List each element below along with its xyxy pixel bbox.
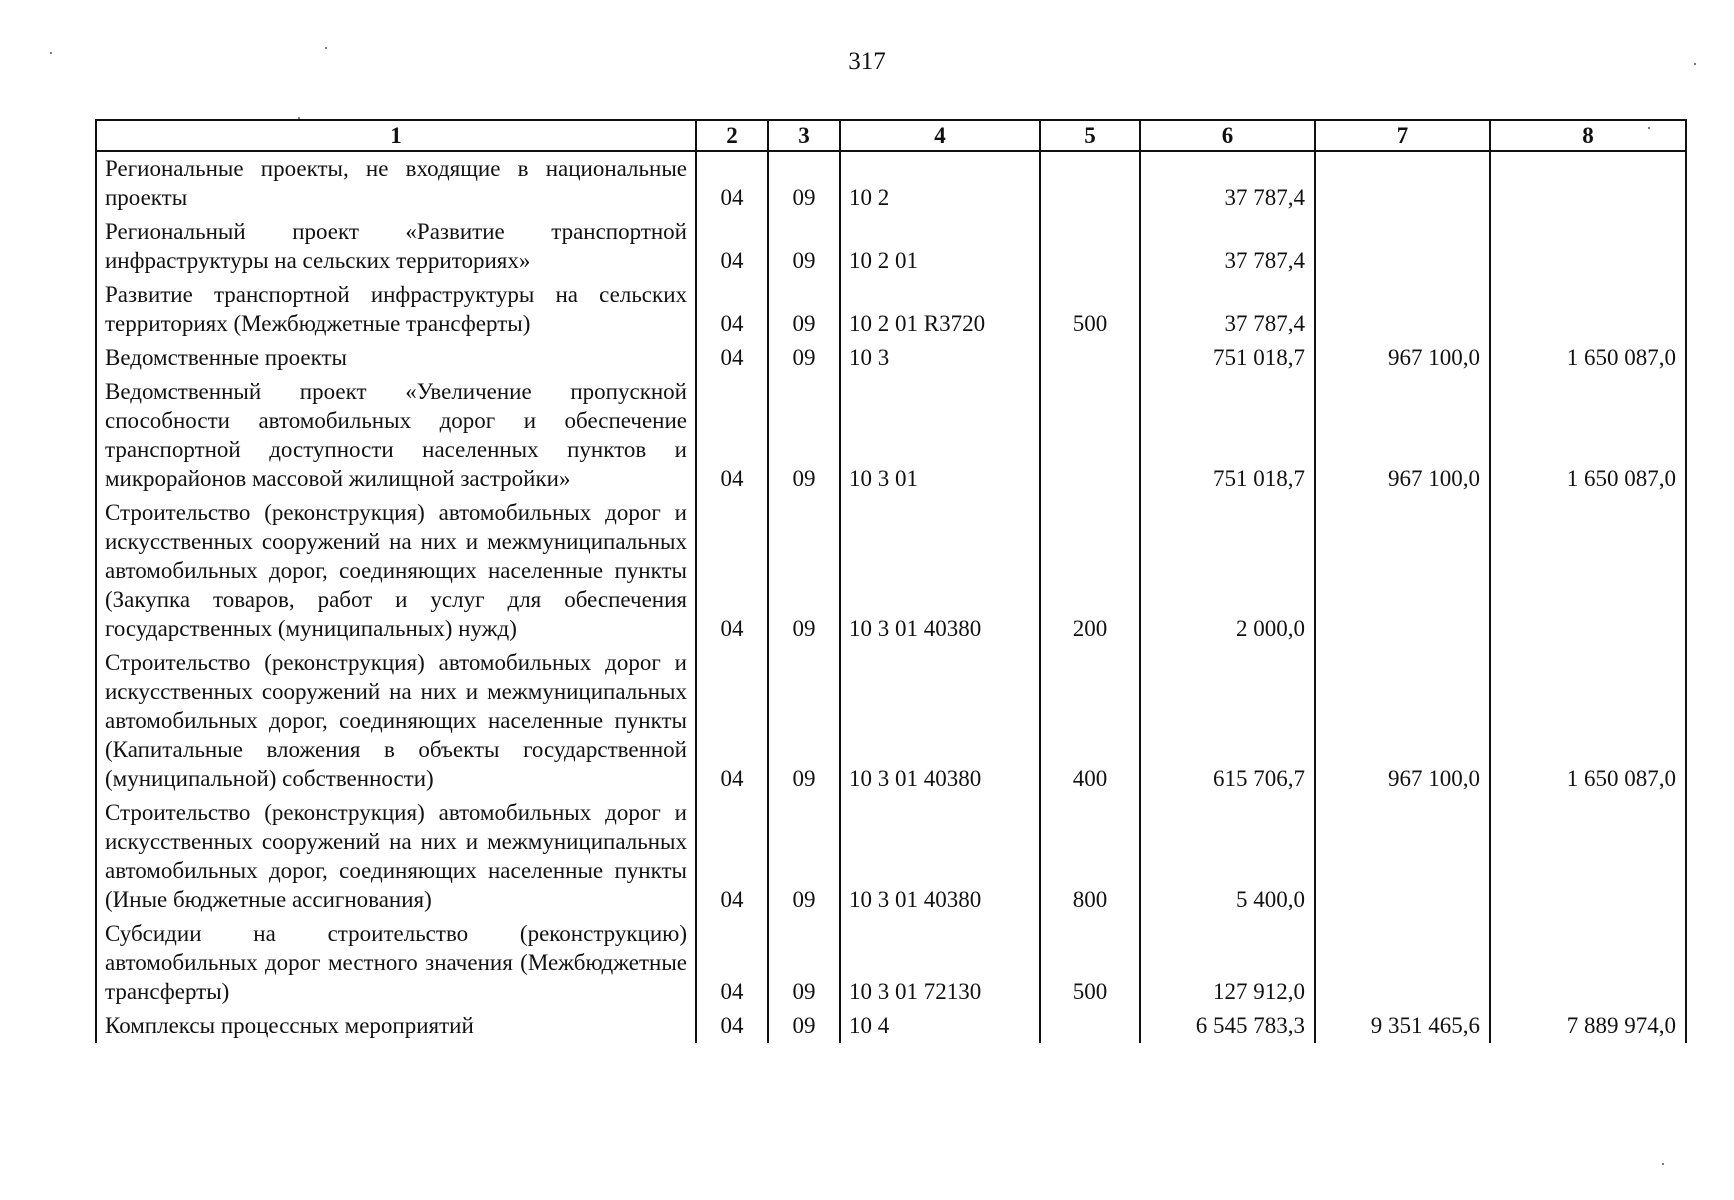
row-expense-type: 500 [1040,278,1140,341]
row-expense-type: 200 [1040,496,1140,646]
row-amount-col6: 615 706,7 [1140,646,1315,796]
row-amount-col8 [1490,796,1686,917]
row-name: Субсидии на строительство (реконструкцию) автомобильных дорог местного значения (Межбюджетные трансферты) [96,917,696,1009]
row-section: 04 [696,151,768,215]
row-amount-col6: 751 018,7 [1140,341,1315,375]
row-target-code: 10 2 01 R3720 [840,278,1040,341]
budget-table [95,119,1687,1043]
scan-speck [325,47,327,49]
row-section: 04 [696,375,768,496]
header-col-5: 5 [1040,120,1140,151]
row-target-code: 10 3 01 40380 [840,496,1040,646]
row-amount-col6: 2 000,0 [1140,496,1315,646]
row-subsection: 09 [768,215,840,278]
row-amount-col7 [1315,496,1490,646]
row-target-code: 10 3 01 72130 [840,917,1040,1009]
row-amount-col6: 37 787,4 [1140,278,1315,341]
row-section: 04 [696,341,768,375]
row-target-code: 10 2 01 [840,215,1040,278]
row-amount-col7 [1315,917,1490,1009]
row-amount-col6: 127 912,0 [1140,917,1315,1009]
scan-speck [1662,1163,1664,1165]
header-col-2: 2 [696,120,768,151]
row-amount-col7 [1315,278,1490,341]
header-col-7: 7 [1315,120,1490,151]
table-row [96,341,1686,375]
page-number: 317 [848,48,886,75]
header-col-3: 3 [768,120,840,151]
row-amount-col7: 967 100,0 [1315,646,1490,796]
row-expense-type [1040,215,1140,278]
row-subsection: 09 [768,375,840,496]
row-amount-col8 [1490,496,1686,646]
scan-speck [50,52,52,54]
scan-speck [298,117,300,119]
row-name: Строительство (реконструкция) автомобильных дорог и искусственных сооружений на них и межмуниципальных автомобильных дорог, соединяющих населенные пункты (Закупка товаров, работ и услуг для обеспечения государственных (муниципальных) нужд) [96,496,696,646]
row-subsection: 09 [768,341,840,375]
scan-speck [1694,63,1696,65]
row-expense-type: 800 [1040,796,1140,917]
row-amount-col8: 1 650 087,0 [1490,646,1686,796]
row-subsection: 09 [768,496,840,646]
row-amount-col8 [1490,215,1686,278]
row-amount-col7: 967 100,0 [1315,341,1490,375]
row-subsection: 09 [768,151,840,215]
row-target-code: 10 3 01 40380 [840,646,1040,796]
row-section: 04 [696,496,768,646]
table-row [96,151,1686,215]
table-row [96,917,1686,1009]
row-amount-col6: 6 545 783,3 [1140,1009,1315,1043]
row-expense-type [1040,375,1140,496]
row-section: 04 [696,917,768,1009]
row-amount-col6: 37 787,4 [1140,215,1315,278]
row-amount-col6: 37 787,4 [1140,151,1315,215]
row-expense-type: 400 [1040,646,1140,796]
row-amount-col8 [1490,278,1686,341]
table-row [96,646,1686,796]
row-expense-type: 500 [1040,917,1140,1009]
row-target-code: 10 3 [840,341,1040,375]
row-expense-type [1040,341,1140,375]
row-amount-col7 [1315,151,1490,215]
header-col-1: 1 [96,120,696,151]
row-name: Строительство (реконструкция) автомобильных дорог и искусственных сооружений на них и межмуниципальных автомобильных дорог, соединяющих населенные пункты (Капитальные вложения в объекты государственной (муниципальной) собственности) [96,646,696,796]
row-amount-col6: 751 018,7 [1140,375,1315,496]
row-section: 04 [696,796,768,917]
header-col-8: 8 [1490,120,1686,151]
header-row [96,120,1686,151]
table-row [96,278,1686,341]
table-row [96,375,1686,496]
scan-speck [1648,127,1650,129]
row-section: 04 [696,278,768,341]
row-name: Ведомственный проект «Увеличение пропускной способности автомобильных дорог и обеспечение транспортной доступности населенных пунктов и микрорайонов массовой жилищной застройки» [96,375,696,496]
row-amount-col7: 967 100,0 [1315,375,1490,496]
row-section: 04 [696,1009,768,1043]
row-name: Строительство (реконструкция) автомобильных дорог и искусственных сооружений на них и межмуниципальных автомобильных дорог, соединяющих населенные пункты (Иные бюджетные ассигнования) [96,796,696,917]
row-amount-col6: 5 400,0 [1140,796,1315,917]
header-col-4: 4 [840,120,1040,151]
row-target-code: 10 3 01 40380 [840,796,1040,917]
row-subsection: 09 [768,278,840,341]
row-subsection: 09 [768,917,840,1009]
table-row [96,496,1686,646]
row-expense-type [1040,1009,1140,1043]
row-amount-col8: 1 650 087,0 [1490,341,1686,375]
row-name: Региональные проекты, не входящие в национальные проекты [96,151,696,215]
table-row [96,796,1686,917]
row-amount-col7: 9 351 465,6 [1315,1009,1490,1043]
row-name: Региональный проект «Развитие транспортной инфраструктуры на сельских территориях» [96,215,696,278]
row-section: 04 [696,646,768,796]
row-target-code: 10 2 [840,151,1040,215]
table-row [96,1009,1686,1043]
row-expense-type [1040,151,1140,215]
row-target-code: 10 3 01 [840,375,1040,496]
row-subsection: 09 [768,1009,840,1043]
header-col-6: 6 [1140,120,1315,151]
row-amount-col7 [1315,796,1490,917]
row-amount-col8 [1490,151,1686,215]
row-amount-col8: 1 650 087,0 [1490,375,1686,496]
row-amount-col8 [1490,917,1686,1009]
row-name: Ведомственные проекты [96,341,696,375]
row-amount-col7 [1315,215,1490,278]
row-subsection: 09 [768,796,840,917]
row-target-code: 10 4 [840,1009,1040,1043]
row-name: Комплексы процессных мероприятий [96,1009,696,1043]
row-name: Развитие транспортной инфраструктуры на сельских территориях (Межбюджетные трансферты) [96,278,696,341]
table-row [96,215,1686,278]
row-amount-col8: 7 889 974,0 [1490,1009,1686,1043]
row-section: 04 [696,215,768,278]
row-subsection: 09 [768,646,840,796]
